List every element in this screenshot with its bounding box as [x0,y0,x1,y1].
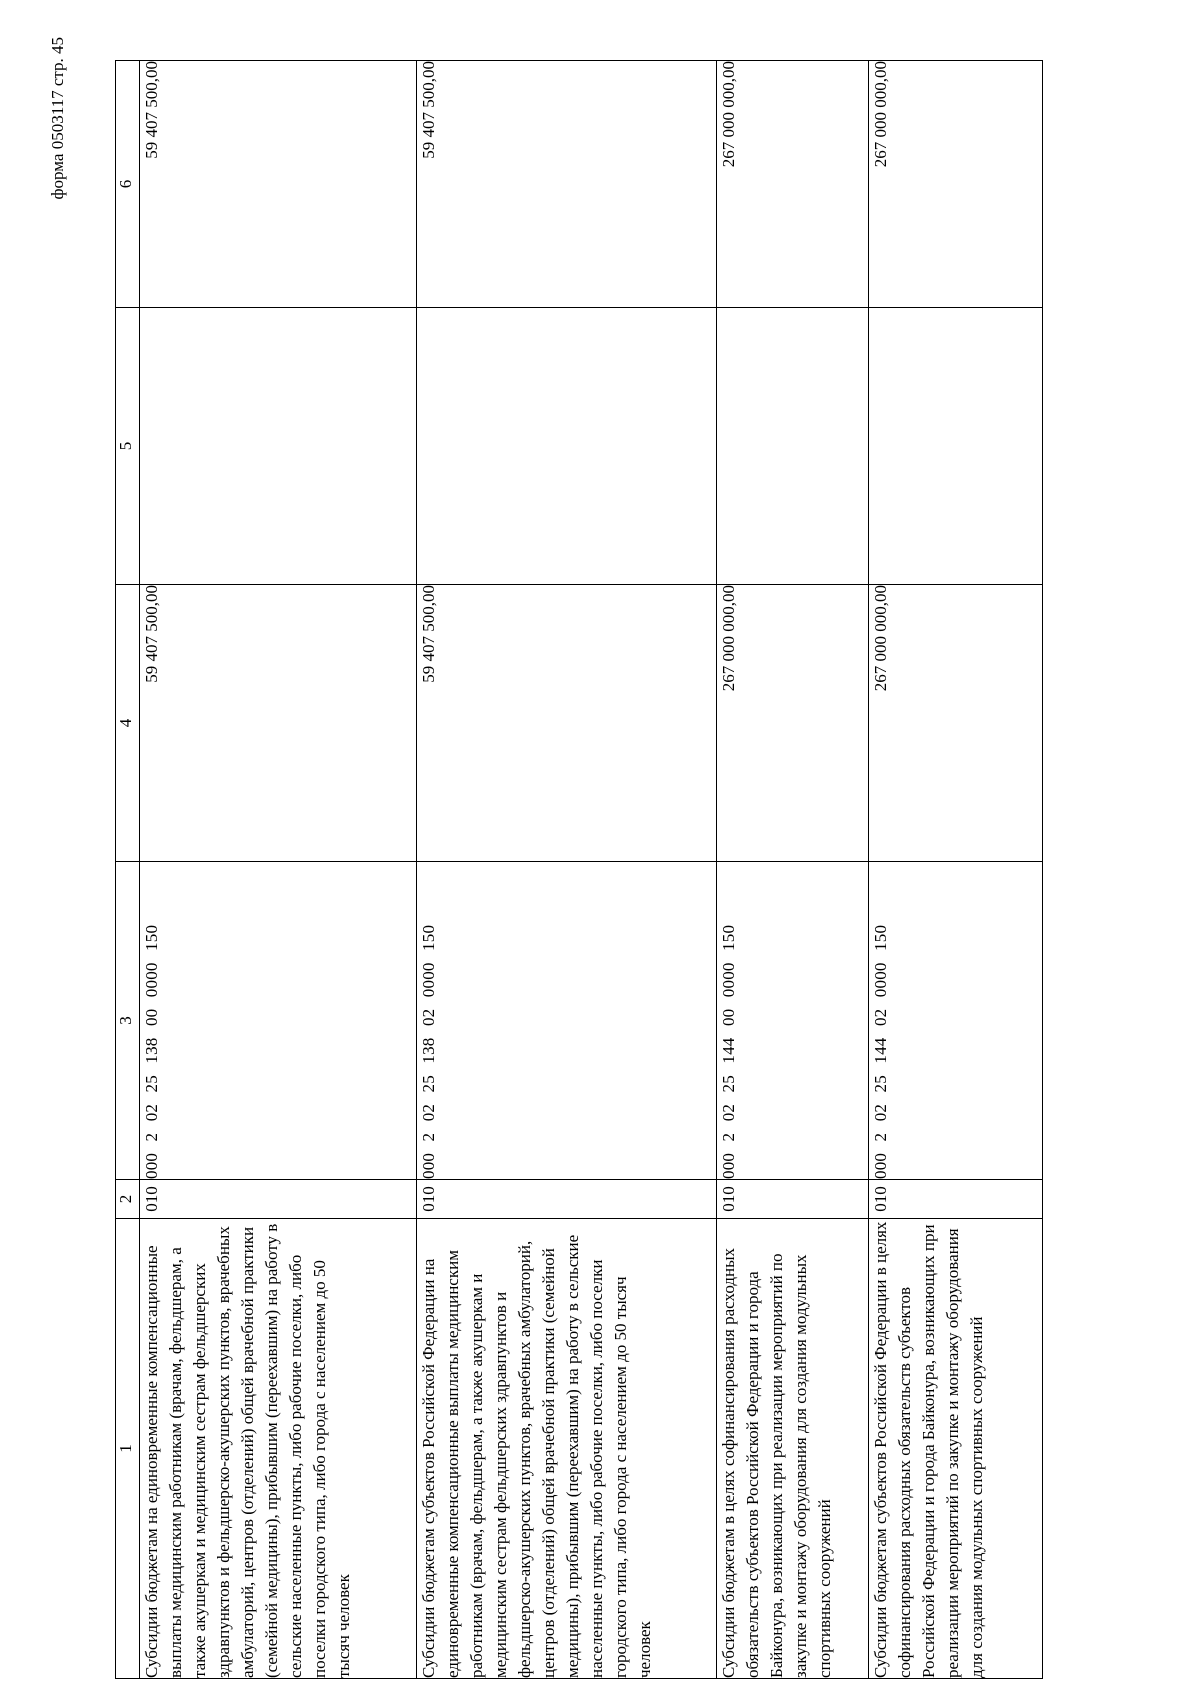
column-header-2: 2 [116,1180,140,1219]
table-row [416,61,716,1679]
row-unexecuted: 267 000 000,00 [869,61,1043,308]
column-header-3: 3 [116,862,140,1180]
row-unexecuted: 59 407 500,00 [140,61,417,308]
table-row [140,61,417,1679]
row-executed [416,308,716,585]
table-row [869,61,1043,1679]
row-name: Субсидии бюджетам субъектов Российской Федерации в целях софинансирования расходных обязательств субъектов Российской Федерации и города Байконура, возникающих при реализации мероприятий по закупке и монтажу оборудования для создания модульных спортивных сооружений [869,1219,1043,1679]
row-kbk: 000 2 02 25 138 02 0000 150 [416,862,716,1180]
row-approved: 59 407 500,00 [416,585,716,862]
column-header-1: 1 [116,1219,140,1679]
row-name: Субсидии бюджетам субъектов Российской Федерации на единовременные компенсационные выплаты медицинским работникам (врачам, фельдшерам, а также акушеркам и медицинским сестрам фельдшерских здравпунктов и фельдшерско-акушерских пунктов, врачебных амбулаторий, центров (отделений) общей врачебной практики (семейной медицины), прибывшим (переехавшим) на работу в сельские населенные пункты, либо рабочие поселки, либо поселки городского типа, либо города с населением до 50 тысяч человек [416,1219,716,1679]
row-kbk: 000 2 02 25 144 02 0000 150 [869,862,1043,1180]
row-unexecuted: 267 000 000,00 [716,61,869,308]
row-kbk: 000 2 02 25 144 00 0000 150 [716,862,869,1180]
form-label: форма 0503117 стр. 45 [48,37,67,200]
header-row [116,61,140,1679]
column-header-6: 6 [116,61,140,308]
income-table [115,60,1043,1679]
row-kbk: 000 2 02 25 138 00 0000 150 [140,862,417,1180]
row-name: Субсидии бюджетам в целях софинансирования расходных обязательств субъектов Российской Федерации и города Байконура, возникающих при реализации мероприятий по закупке и монтажу оборудования для создания модульных спортивных сооружений [716,1219,869,1679]
row-name: Субсидии бюджетам на единовременные компенсационные выплаты медицинским работникам (врачам, фельдшерам, а также акушеркам и медицинским сестрам фельдшерских здравпунктов и фельдшерско-акушерских пунктов, врачебных амбулаторий, центров (отделений) общей врачебной практики (семейной медицины), прибывшим (переехавшим) на работу в сельские населенные пункты, либо рабочие поселки, либо поселки городского типа, либо города с населением до 50 тысяч человек [140,1219,417,1679]
row-line-code: 010 [716,1180,869,1219]
row-line-code: 010 [869,1180,1043,1219]
column-header-4: 4 [116,585,140,862]
row-line-code: 010 [140,1180,417,1219]
row-executed [140,308,417,585]
table-row [716,61,869,1679]
row-line-code: 010 [416,1180,716,1219]
row-approved: 267 000 000,00 [869,585,1043,862]
row-executed [716,308,869,585]
row-executed [869,308,1043,585]
column-header-5: 5 [116,308,140,585]
row-unexecuted: 59 407 500,00 [416,61,716,308]
row-approved: 267 000 000,00 [716,585,869,862]
row-approved: 59 407 500,00 [140,585,417,862]
